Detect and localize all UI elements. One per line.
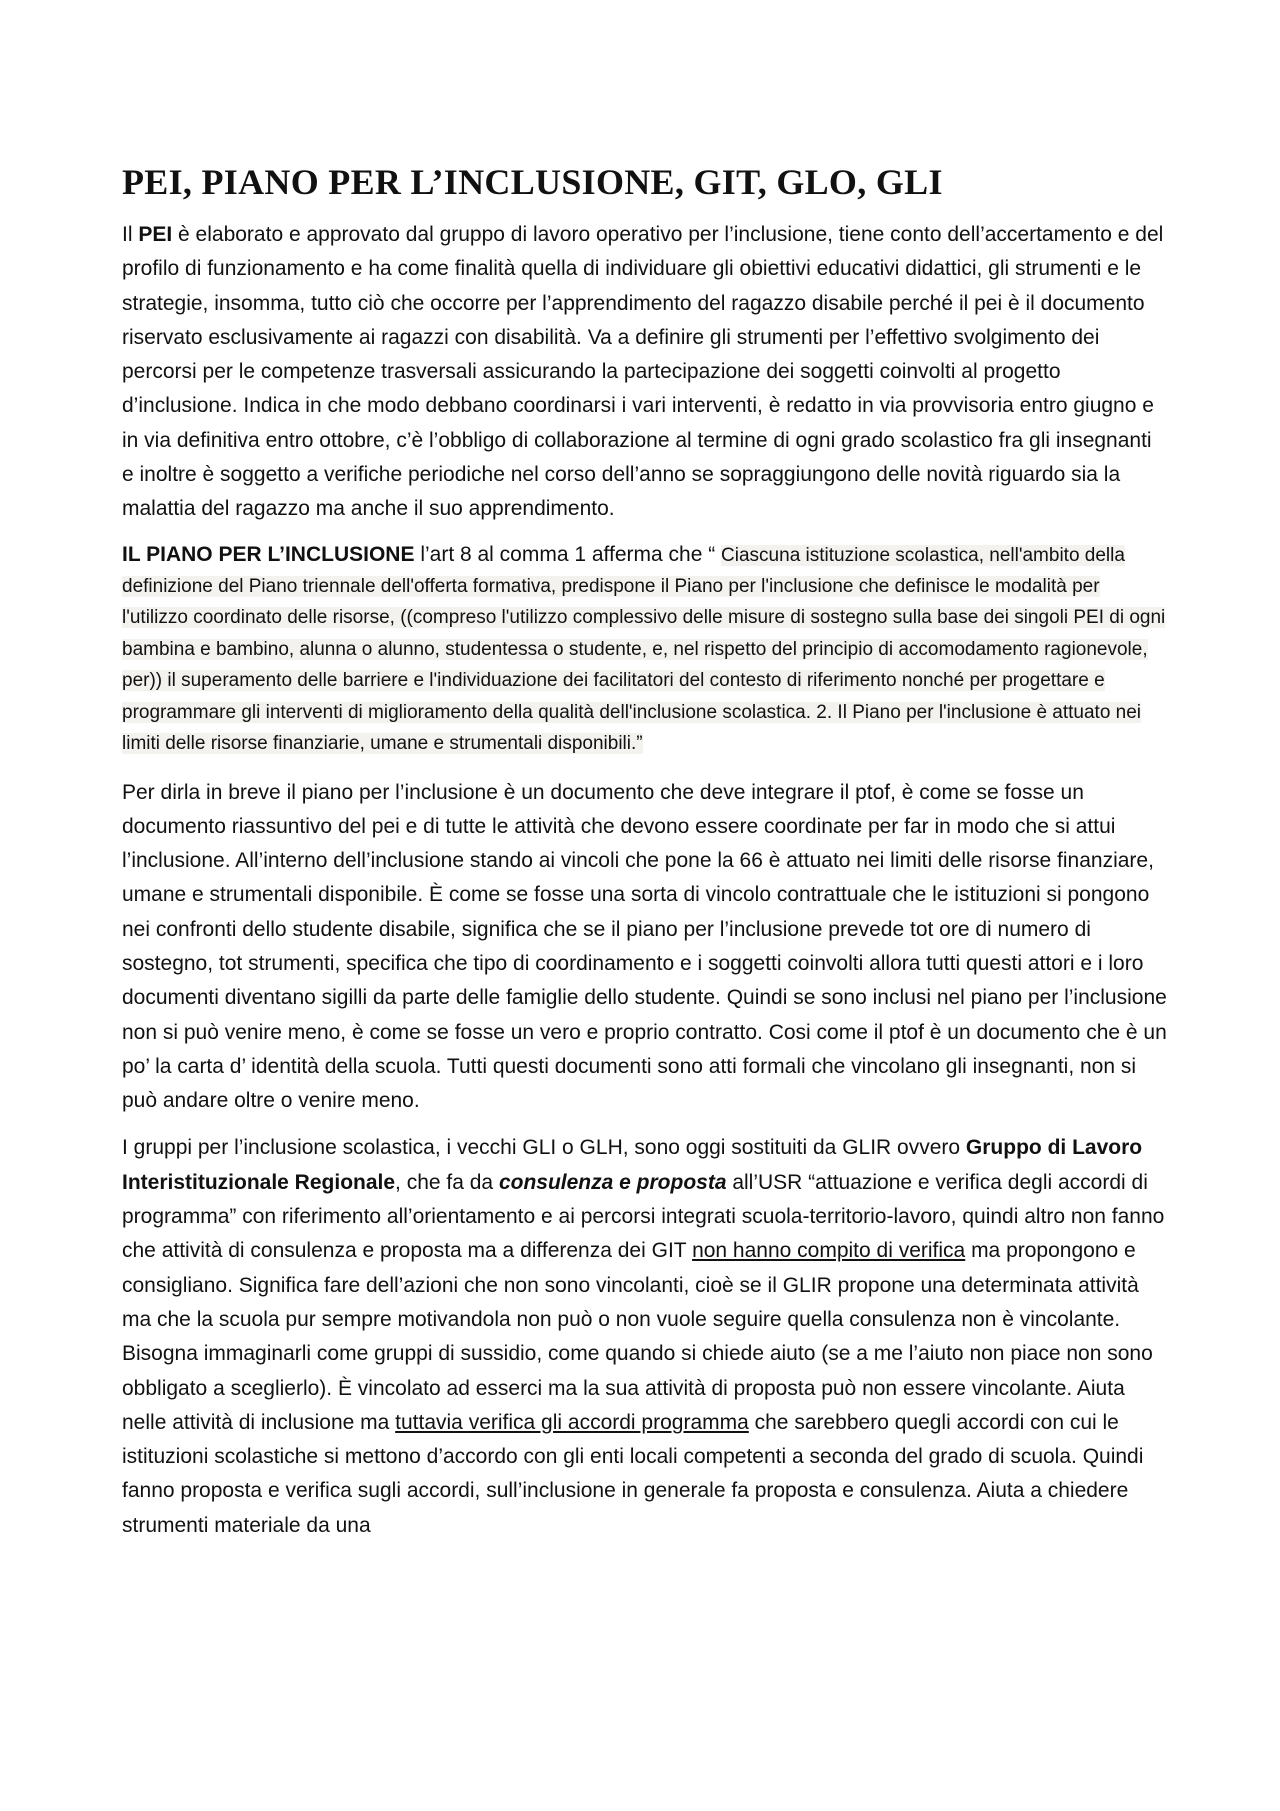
paragraph-piano-inclusione [122, 539, 1168, 760]
text: I gruppi per l’inclusione scolastica, i vecchi GLI o GLH, sono oggi sostituiti da GLIR ovvero [122, 1136, 966, 1160]
underlined-text: non hanno compito di verifica [692, 1239, 966, 1263]
document-body [122, 150, 1168, 1557]
text: ma propongono e consigliano. Significa fare dell’azioni che non sono vincolanti, cioè se il GLIR propone una determinata attività ma che la scuola pur sempre motivandola non può o non vuole seguire quella consulenza non è vincolante. Bisogna immaginarli come gruppi di sussidio, come quando si chiede aiuto (se a me l’aiuto non piace non sono obbligato a sceglierlo). È vincolato ad esserci ma la sua attività di proposta può non essere vincolante. Aiuta nelle attività di inclusione ma [122, 1239, 1153, 1434]
page-title: PEI, PIANO PER L’INCLUSIONE, GIT, GLO, GLI [122, 162, 943, 202]
paragraph-summary: Per dirla in breve il piano per l’inclusione è un documento che deve integrare il ptof, è come se fosse un documento riassuntivo del pei e di tutte le attività che devono essere coordinate per far in modo che si attui l’inclusione. All’interno dell’inclusione stando ai vincoli che pone la 66 è attuato nei limiti delle risorse finanziare, umane e strumentali disponibile. È come se fosse una sorta di vincolo contrattuale che le istituzioni si pongono nei confronti dello studente disabile, significa che se il piano per l’inclusione prevede tot ore di numero di sostegno, tot strumenti, specifica che tipo di coordinamento e i soggetti coinvolti allora tutti questi attori e i loro documenti diventano sigilli da parte delle famiglie dello studente. Quindi se sono inclusi nel piano per l’inclusione non si può venire meno, è come se fosse un vero e proprio contratto. Cosi come il ptof è un documento che è un po’ la carta d’ identità della scuola. Tutti questi documenti sono atti formali che vincolano gli insegnanti, non si può andare oltre o venire meno. [122, 780, 1167, 1113]
bold-heading-piano: IL PIANO PER L’INCLUSIONE [122, 542, 415, 566]
underlined-text: tuttavia verifica gli accordi programma [395, 1410, 749, 1434]
text: all’USR “attuazione e verifica degli accordi di programma” con riferimento all’orientamento e ai percorsi integrati scuola-territorio-lavoro, quindi altro non fanno che attività di consulenza e proposta ma a differenza dei GIT [122, 1170, 1165, 1263]
bold-term-glir: Gruppo di Lavoro Interistituzionale Regionale [122, 1136, 1143, 1194]
text: che sarebbero quegli accordi con cui le istituzioni scolastiche si mettono d’accordo con gli enti locali competenti a seconda del grado di scuola. Quindi fanno proposta e verifica sugli accordi, sull’inclusione in generale fa proposta e consulenza. Aiuta a chiedere strumenti materiale da una [122, 1410, 1144, 1537]
text: Il [122, 223, 139, 246]
text: , che fa da [395, 1170, 499, 1194]
bold-italic-term: consulenza e proposta [498, 1170, 727, 1194]
text: è elaborato e approvato dal gruppo di lavoro operativo per l’inclusione, tiene conto dell’accertamento e del profilo di funzionamento e ha come finalità quella di individuare gli obiettivi educativi didattici, gli strumenti e le strategie, insomma, tutto ciò che occorre per l’apprendimento del ragazzo disabile perché il pei è il documento riservato esclusivamente ai ragazzi con disabilità. Va a definire gli strumenti per l’effettivo svolgimento dei percorsi per le competenze trasversali assicurando la partecipazione dei soggetti coinvolti al progetto d’inclusione. Indica in che modo debbano coordinarsi i vari interventi, è redatto in via provvisoria entro giugno e in via definitiva entro ottobre, c’è l’obbligo di collaborazione al termine di ogni grado scolastico fra gli insegnanti e inoltre è soggetto a verifiche periodiche nel corso dell’anno se sopraggiungono delle novità riguardo sia la malattia del ragazzo ma anche il suo apprendimento. [122, 223, 1164, 521]
paragraph-gruppi [122, 1131, 1168, 1543]
bold-term-pei: PEI [138, 223, 173, 246]
text: l’art 8 al comma 1 afferma che “ [414, 542, 722, 566]
paragraph-pei [122, 218, 1168, 527]
highlighted-quote: Ciascuna istituzione scolastica, nell'ambito della definizione del Piano triennale dell'offerta formativa, predispone il Piano per l'inclusione che definisce le modalità per l'utilizzo coordinato delle risorse, ((compreso l'utilizzo complessivo delle misure di sostegno sulla base dei singoli PEI di ogni bambina e bambino, alunna o alunno, studentessa o studente, e, nel rispetto del principio di accomodamento ragionevole, per)) il superamento delle barriere e l'individuazione dei facilitatori del contesto di riferimento nonché per progettare e programmare gli interventi di miglioramento della qualità dell'inclusione scolastica. 2. Il Piano per l'inclusione è attuato nei limiti delle risorse finanziarie, umane e strumentali disponibili.” [122, 544, 1166, 755]
